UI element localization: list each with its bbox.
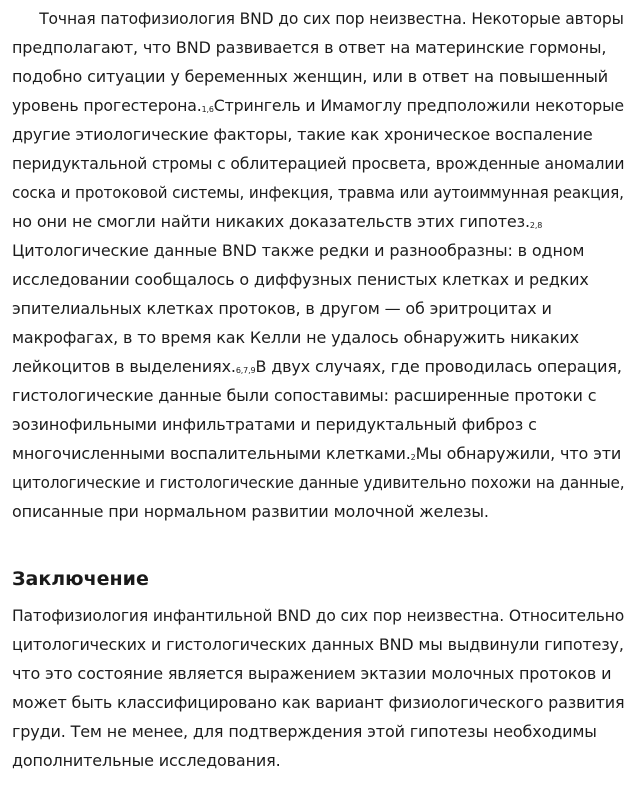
text-line: но они не смогли найти никаких доказательств этих $гипотез._{2,8}$ xyxy=(12,212,543,231)
text-line: Цитологические данные BND также редки и разнообразны: в одном xyxy=(12,241,585,260)
text-line: эпителиальных клетках протоков, в другом — об эритроцитах и xyxy=(12,299,552,318)
text-line: макрофагах, в то время как Келли не удалось обнаружить никаких xyxy=(12,328,579,347)
text-line: предполагают, что BND развивается в ответ на материнские гормоны, xyxy=(12,38,607,57)
citation-ref: 2 xyxy=(410,453,416,462)
text-line: подобно ситуации у беременных женщин, или в ответ на повышенный xyxy=(12,67,609,86)
text-line: дополнительные исследования. xyxy=(12,751,281,770)
text-line: что это состояние является выражением эктазии молочных протоков и xyxy=(12,664,612,683)
citation-ref: 2,8 xyxy=(529,221,543,230)
text-line: цитологические и гистологические данные удивительно похожи на данные, xyxy=(12,473,625,492)
text-line: цитологических и гистологических данных BND мы выдвинули гипотезу, xyxy=(12,635,624,654)
text-line: эозинофильными инфильтратами и перидуктальный фиброз с xyxy=(12,415,537,434)
text-line: лейкоцитов в $выделениях._{6,7,9}В$ двух случаях, где проводилась операция, xyxy=(12,357,622,376)
citation-ref: 6,7,9 xyxy=(235,366,256,375)
citation-ref: 1,6 xyxy=(201,105,214,114)
text-line: груди. Тем не менее, для подтверждения этой гипотезы необходимы xyxy=(12,722,597,741)
text-line: может быть классифицировано как вариант физиологического развития xyxy=(12,693,625,712)
text-line: Патофизиология инфантильной BND до сих пор неизвестна. Относительно xyxy=(12,606,625,625)
text-line: многочисленными воспалительными $клетками._2Мы$ обнаружили, что эти xyxy=(12,444,622,463)
text-line: перидуктальной стромы с облитерацией просвета, врожденные аномалии xyxy=(12,154,625,173)
text-line: уровень $прогестерона._{1,6}Стрингель$ и Имамоглу предположили некоторые xyxy=(12,96,624,115)
conclusion-paragraph xyxy=(12,601,624,775)
text-line: гистологические данные были сопоставимы: расширенные протоки с xyxy=(12,386,597,405)
text-line: описанные при нормальном развитии молочной железы. xyxy=(12,502,489,521)
text-line: соска и протоковой системы, инфекция, травма или аутоиммунная реакция, xyxy=(12,183,624,202)
text-line: исследовании сообщалось о диффузных пенистых клетках и редких xyxy=(12,270,589,289)
text-line: Точная патофизиология BND до сих пор неизвестна. Некоторые авторы xyxy=(39,9,624,28)
body-paragraph xyxy=(12,4,624,526)
section-heading: Заключение xyxy=(12,568,149,590)
text-line: другие этиологические факторы, такие как хроническое воспаление xyxy=(12,125,593,144)
